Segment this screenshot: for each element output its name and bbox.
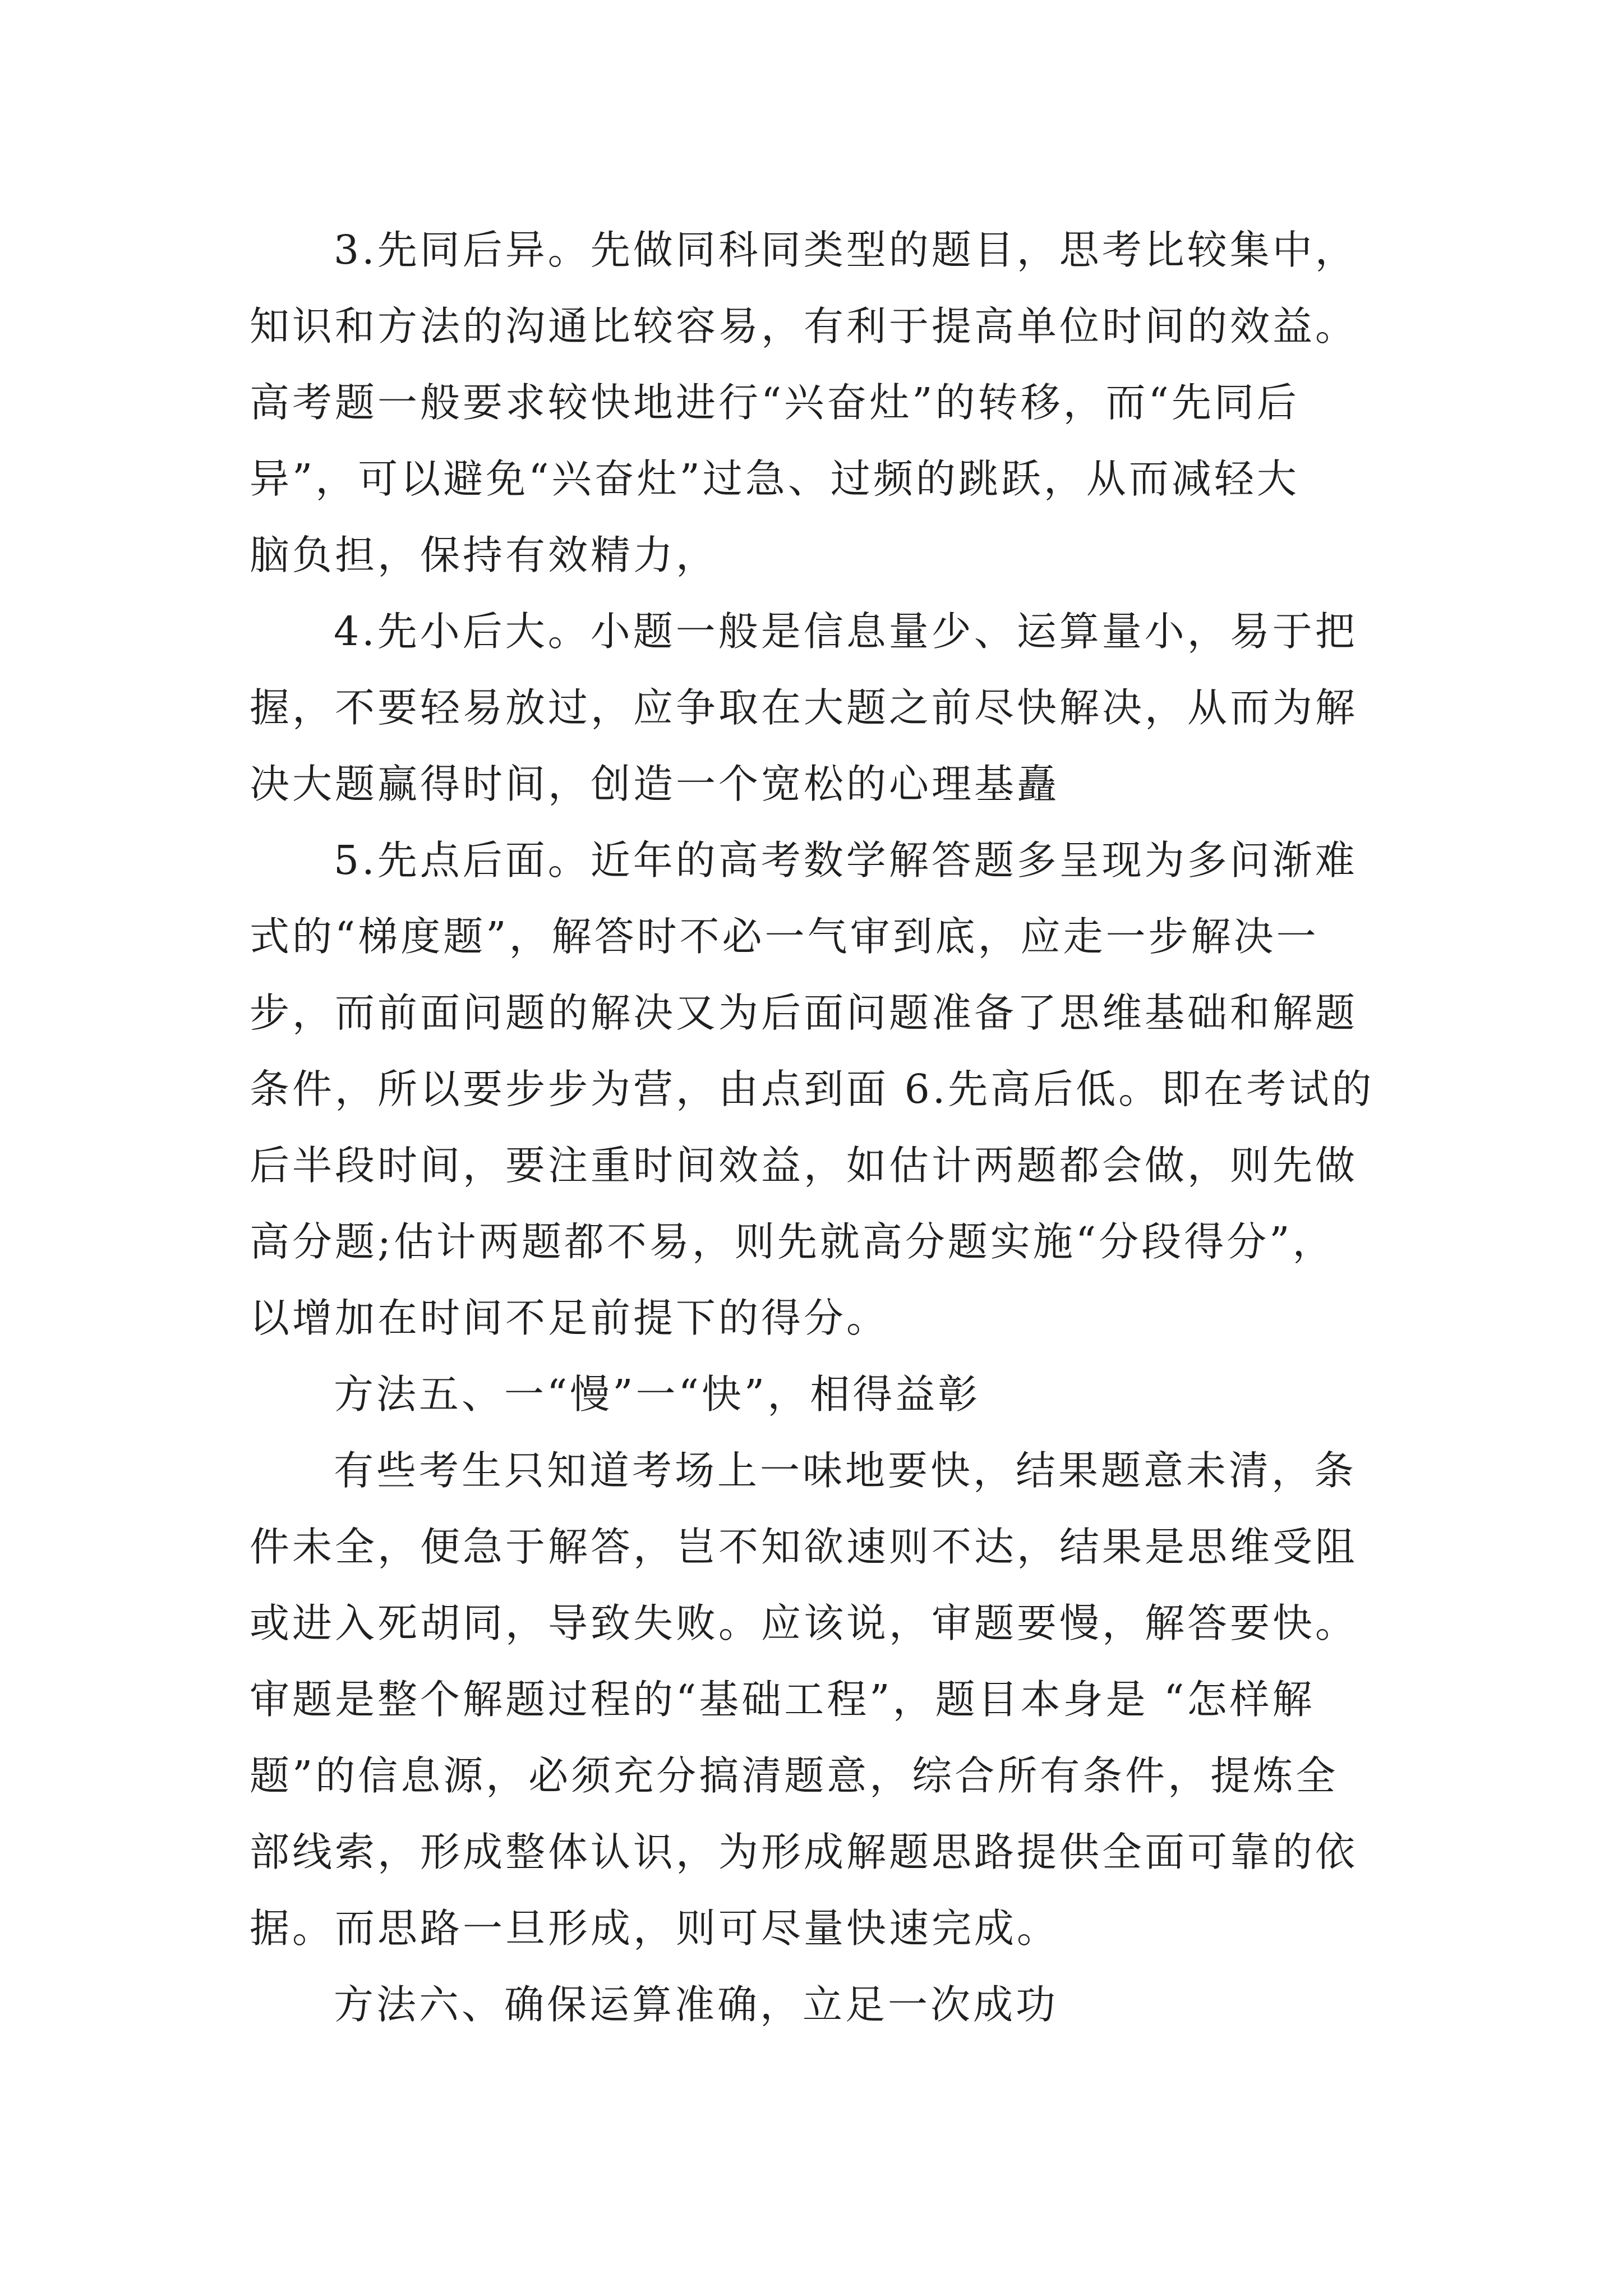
text-line: 以增加在时间不足前提下的得分。: [250, 1295, 889, 1341]
text-line: 有些考生只知道考场上一味地要快，结果题意未清，条: [334, 1447, 1357, 1494]
section-heading: 方法六、确保运算准确，立足一次成功: [334, 1981, 1059, 2028]
text-line: 4.先小后大。小题一般是信息量少、运算量小，易于把: [334, 608, 1358, 655]
text-line: 条件，所以要步步为营，由点到面 6.先高后低。即在考试的: [250, 1066, 1375, 1112]
text-line: 决大题赢得时间，创造一个宽松的心理基矗: [250, 761, 1060, 807]
body-text: [250, 212, 1399, 2043]
text-line: 审题是整个解题过程的“基础工程”，题目本身是 “怎样解: [250, 1676, 1315, 1723]
text-line: 题”的信息源，必须充分搞清题意，综合所有条件，提炼全: [250, 1752, 1339, 1799]
section-heading: 方法五、一“慢”一“快”，相得益彰: [334, 1371, 981, 1418]
text-line: 据。而思路一旦形成，则可尽量快速完成。: [250, 1905, 1060, 1952]
text-line: 部线索，形成整体认识，为形成解题思路提供全面可靠的依: [250, 1829, 1358, 1875]
text-line: 高分题;估计两题都不易，则先就高分题实施“分段得分”，: [250, 1218, 1335, 1265]
text-line: 握，不要轻易放过，应争取在大题之前尽快解决，从而为解: [250, 684, 1358, 731]
text-line: 3.先同后异。先做同科同类型的题目，思考比较集中，: [334, 227, 1358, 273]
text-line: 脑负担，保持有效精力，: [250, 532, 719, 578]
text-line: 高考题一般要求较快地进行“兴奋灶”的转移，而“先同后: [250, 379, 1299, 426]
text-line: 知识和方法的沟通比较容易，有利于提高单位时间的效益。: [250, 303, 1358, 349]
text-line: 异”，可以避免“兴奋灶”过急、过频的跳跃，从而减轻大: [250, 455, 1299, 502]
text-line: 件未全，便急于解答，岂不知欲速则不达，结果是思维受阻: [250, 1524, 1358, 1570]
text-line: 步，而前面问题的解决又为后面问题准备了思维基础和解题: [250, 990, 1358, 1036]
text-line: 后半段时间，要注重时间效益，如估计两题都会做，则先做: [250, 1142, 1358, 1189]
text-line: 5.先点后面。近年的高考数学解答题多呈现为多问渐难: [334, 837, 1358, 884]
text-line: 或进入死胡同，导致失败。应该说，审题要慢，解答要快。: [250, 1600, 1358, 1646]
text-line: 式的“梯度题”，解答时不必一气审到底，应走一步解决一: [250, 913, 1319, 960]
